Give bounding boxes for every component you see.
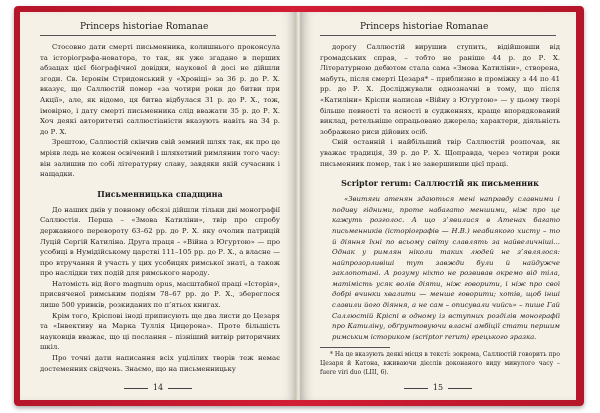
right-page [300, 12, 576, 400]
running-head-rule-left [40, 35, 276, 36]
running-head-left: Princeps historiae Romanae [80, 22, 209, 32]
footnote: * На це вказують деякі місця в тексті: зокрема, Саллюстій говорить про Цезаря й Катона, вживаючи дієслів доконаного виду минулого часу – fuere viri duo (LIII, 6). [320, 351, 560, 376]
paragraph: Крім того, Кріспові іноді приписують ще два листи до Цезаря та «Інвективу на Марка Туллія Цицерона». Проте більшість науковців вважає, що ці послання – пізніший витвір риторичних шкіл. [40, 311, 280, 352]
page-number-left: 14 [118, 383, 198, 392]
paragraph: Про точні дати написання всіх уцілілих творів теж немає достеменних свідчень. Знаємо, що на письменницьку [40, 354, 280, 373]
paragraph: Стосовно дати смерті письменника, колишнього проконсула та історіографа-новатора, то так, як уже згадано в перших абзацах цієї біографічної довідки, наукової й досі не дійшли згоди. Св. Ієронім Стридонський у «Хроніці» за 36 р. до Р. Х. вказує, що Саллюстій помер «за чотири роки до битви при Акції», але, як відомо, ця битва відбулася 31 р. до Р. Х., тож, імовірно, і дату смерті письменника слід вважати 35 р. до Р. Х. Хоч деякі авторитетні саллюстіаністи вказують навіть на 34 р. до Р. Х. [40, 43, 280, 136]
running-head-right: Princeps historiae Romanae [360, 22, 489, 32]
section-heading: Письменницька спадщина [97, 188, 223, 199]
paragraph: Свій останній і найбільший твір Саллюстій розпочав, як уважає традиція, 39 р. до Р. Х. Щоправда, через чотири роки письменник помер, так і не завершивши цієї праці. [320, 138, 560, 168]
running-head-rule-right [320, 35, 556, 36]
paragraph: дорогу Саллюстій вирушив ступить, відійшовши від громадських справ, – тобто не раніше 44 р. до Р. Х. Літературною дебютом стала сама «Змова Катиліни», створена, мабуть, після смерті Цезаря* – приблизно в проміжку з 44 по 41 рр. до Р. Х. Досліджували однозначні в тому, що після «Катиліни» Кріспи написав «Війну з Югуртою» — у цьому творі більше певності та ясності в судженнях, краще впорядкований виклад, ретельніше опрацьовано джерела; характери, діяльність зображено риси дійових осіб. [320, 43, 560, 136]
section-heading: Scriptor rerum: Саллюстій як письменник [341, 178, 539, 189]
paragraph: Натомість від його magnum opus, масштабної праці «Історія», присвяченої римським подіям 78–67 рр. до Р. Х., збереглося лише 500 уривків, розкиданих по п’ятьох книгах. [40, 279, 280, 310]
right-page-text [320, 42, 560, 376]
page-number-right: 15 [398, 383, 478, 392]
paragraph: Зрештою, Саллюстій скінчив свій земний шлях так, як про це мріяв ледь не кожен освічений і шляхетний римлянин того часу: він залишив по собі літературну славу, завдяки якій сучасник і нащадки. [40, 138, 280, 179]
left-page-text [40, 42, 280, 376]
paragraph: До наших днів у повному обсязі дійшли тільки дві монографії Саллюстія. Перша – «Змова Катиліни», твір про спробу державного перевороту 63–62 рр. до Р. Х. яку очолив патрицій Луцій Сергій Катиліна. Друга праця – «Війна з Югуртою» — про усобиці в Нумідійському царстві 111–105 рр. до Р. Х., а власне — про втручання й участь у цих усобицях римської знаті, а також про наслідки тих подій для римського народу. [40, 205, 280, 278]
left-page [20, 12, 297, 400]
block-quote: «Звитяги атенян здаються мені направду славними і подиву гідними, проте набагато меншими, ніж про це кажуть розголос. А що з’явилися в Атенах багато письменників (історіографів — Н.В.) неабиякого хисту – то й діяння їхні по всьому світу славлять за найвеличніші... Однак у римлян ніколи таких людей не з’являлося: найпрозорливіші тут завжди були й найдужче заклопотані. А розуму ніхто не розвивав окремо від тіла, матімість усяк волів діяти, ніж говорити, і ніж про свої добрі вчинки хвалити — менше говорити; хотів, щоб інші славили його діяння, а не сам – описували чийсь» – пише Гай Саллюстій Кріспі в одному із вступних розділів монографії про Катиліну, обґрунтовуючи власні амбіції стати першим римським істориком (scriptor rerum) грецького зразка. [332, 195, 560, 341]
footnote-rule [320, 347, 390, 348]
